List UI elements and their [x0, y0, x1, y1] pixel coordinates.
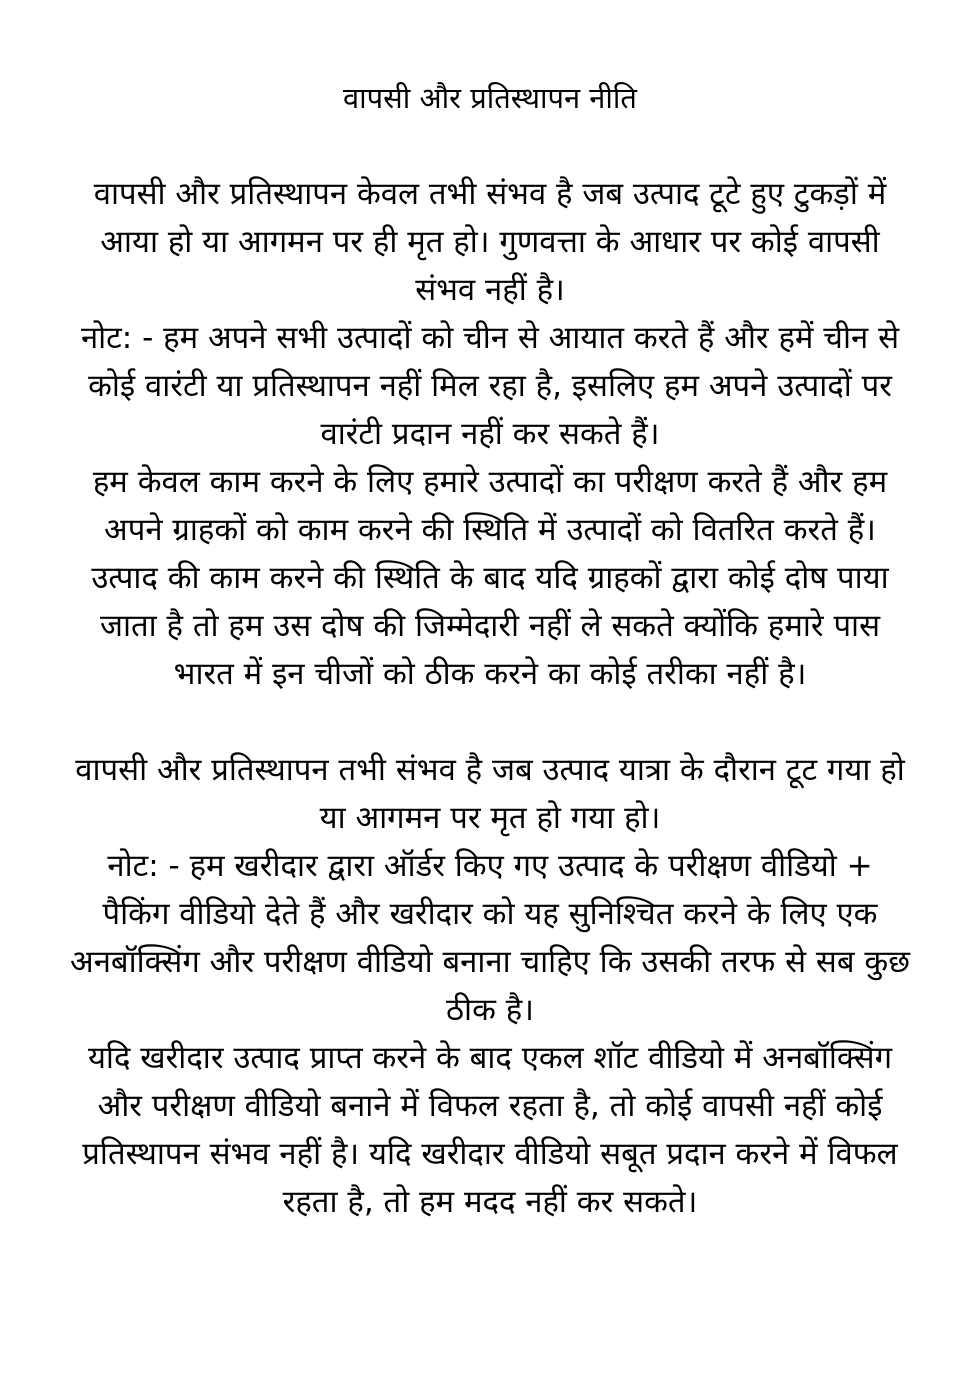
paragraph-unboxing-requirement: यदि खरीदार उत्पाद प्राप्त करने के बाद एकल शॉट वीडियो में अनबॉक्सिंग और परीक्षण वीडियो बनाने में विफल रहता है, तो कोई वापसी नहीं कोई प्रतिस्थापन संभव नहीं है। यदि खरीदार वीडियो सबूत प्रदान करने में विफल रहता है, तो हम मदद नहीं कर सकते। — [82, 1040, 898, 1220]
page-title: वापसी और प्रतिस्थापन नीति — [343, 81, 637, 115]
paragraph-return-condition: वापसी और प्रतिस्थापन केवल तभी संभव है जब उत्पाद टूटे हुए टुकड़ों में आया हो या आगमन पर ही मृत हो। गुणवत्ता के आधार पर कोई वापसी संभव नहीं है। — [93, 176, 887, 308]
section-divider — [70, 698, 910, 746]
paragraph-warranty-note: नोट: - हम अपने सभी उत्पादों को चीन से आयात करते हैं और हमें चीन से कोई वारंटी या प्रतिस्थापन नहीं मिल रहा है, इसलिए हम अपने उत्पादों पर वारंटी प्रदान नहीं कर सकते हैं। — [80, 320, 900, 452]
paragraph-video-note: नोट: - हम खरीदार द्वारा ऑर्डर किए गए उत्पाद के परीक्षण वीडियो + पैकिंग वीडियो देते हैं और खरीदार को यह सुनिश्चित करने के लिए एक अनबॉक्सिंग और परीक्षण वीडियो बनाना चाहिए कि उसकी तरफ से सब कुछ ठीक है। — [70, 848, 910, 1028]
paragraph-transit-condition: वापसी और प्रतिस्थापन तभी संभव है जब उत्पाद यात्रा के दौरान टूट गया हो या आगमन पर मृत हो गया हो। — [75, 752, 905, 836]
paragraph-testing-defects: हम केवल काम करने के लिए हमारे उत्पादों का परीक्षण करते हैं और हम अपने ग्राहकों को काम करने की स्थिति में उत्पादों को वितरित करते हैं। उत्पाद की काम करने की स्थिति के बाद यदि ग्राहकों द्वारा कोई दोष पाया जाता है तो हम उस दोष की जिम्मेदारी नहीं ले सकते क्योंकि हमारे पास भारत में इन चीजों को ठीक करने का कोई तरीका नहीं है। — [91, 464, 889, 692]
section-damaged-on-arrival — [70, 170, 910, 698]
section-transit-damage — [70, 746, 910, 1226]
